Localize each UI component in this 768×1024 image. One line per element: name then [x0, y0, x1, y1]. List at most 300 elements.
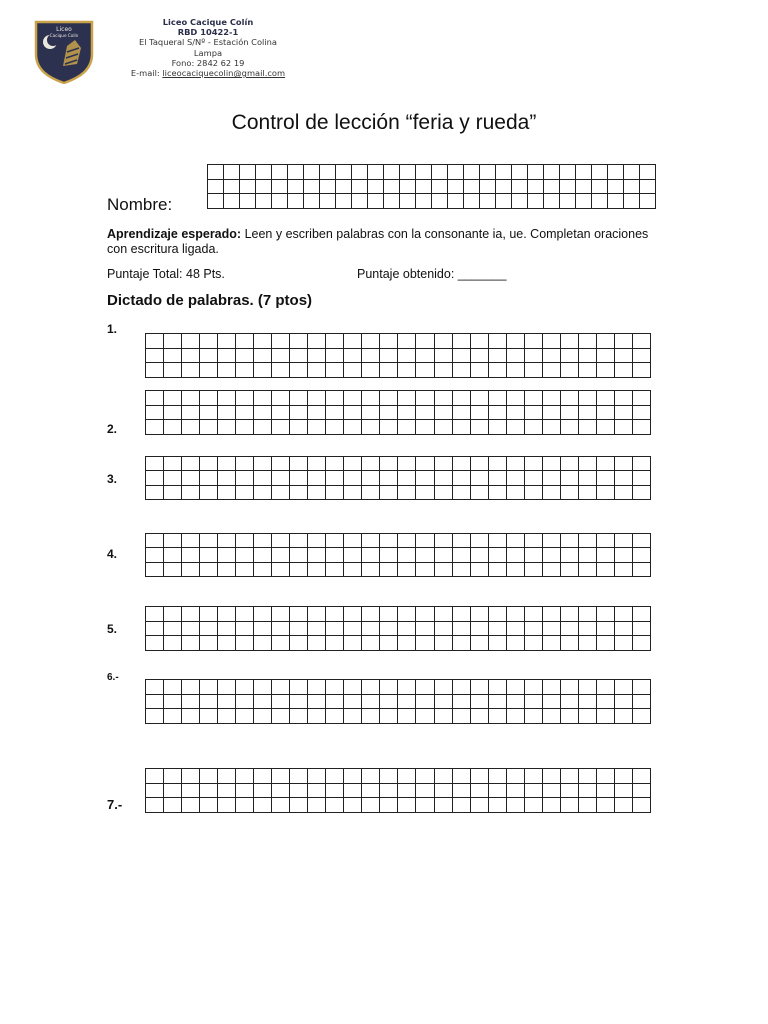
grid-cell[interactable] — [596, 783, 614, 798]
grid-cell[interactable] — [146, 534, 164, 548]
grid-cell[interactable] — [470, 457, 488, 471]
grid-cell[interactable] — [614, 405, 632, 420]
grid-cell[interactable] — [326, 420, 344, 435]
grid-cell[interactable] — [290, 334, 308, 349]
grid-cell[interactable] — [290, 457, 308, 471]
grid-cell[interactable] — [614, 334, 632, 349]
grid-cell[interactable] — [146, 798, 164, 813]
grid-cell[interactable] — [380, 348, 398, 363]
grid-cell[interactable] — [344, 471, 362, 485]
grid-cell[interactable] — [326, 485, 344, 499]
grid-cell[interactable] — [304, 179, 320, 194]
grid-cell[interactable] — [362, 798, 380, 813]
grid-cell[interactable] — [416, 405, 434, 420]
grid-cell[interactable] — [236, 485, 254, 499]
grid-cell[interactable] — [416, 391, 434, 406]
grid-cell[interactable] — [218, 457, 236, 471]
grid-cell[interactable] — [146, 694, 164, 709]
grid-cell[interactable] — [452, 607, 470, 622]
grid-cell[interactable] — [146, 334, 164, 349]
grid-cell[interactable] — [290, 769, 308, 784]
grid-cell[interactable] — [434, 363, 452, 378]
grid-cell[interactable] — [542, 798, 560, 813]
grid-cell[interactable] — [362, 607, 380, 622]
grid-cell[interactable] — [290, 391, 308, 406]
grid-cell[interactable] — [470, 334, 488, 349]
grid-cell[interactable] — [488, 405, 506, 420]
grid-cell[interactable] — [624, 194, 640, 209]
grid-cell[interactable] — [596, 769, 614, 784]
grid-cell[interactable] — [470, 420, 488, 435]
grid-cell[interactable] — [146, 420, 164, 435]
grid-cell[interactable] — [218, 420, 236, 435]
grid-cell[interactable] — [488, 420, 506, 435]
grid-cell[interactable] — [560, 363, 578, 378]
grid-cell[interactable] — [182, 636, 200, 651]
grid-cell[interactable] — [542, 405, 560, 420]
grid-cell[interactable] — [470, 636, 488, 651]
grid-cell[interactable] — [146, 607, 164, 622]
grid-cell[interactable] — [542, 636, 560, 651]
grid-cell[interactable] — [506, 769, 524, 784]
grid-cell[interactable] — [344, 485, 362, 499]
grid-cell[interactable] — [560, 334, 578, 349]
grid-cell[interactable] — [344, 798, 362, 813]
grid-cell[interactable] — [524, 621, 542, 636]
grid-cell[interactable] — [320, 194, 336, 209]
grid-cell[interactable] — [200, 405, 218, 420]
grid-cell[interactable] — [182, 457, 200, 471]
grid-cell[interactable] — [380, 709, 398, 724]
grid-cell[interactable] — [326, 607, 344, 622]
grid-cell[interactable] — [416, 548, 434, 562]
grid-cell[interactable] — [542, 334, 560, 349]
grid-cell[interactable] — [272, 457, 290, 471]
grid-cell[interactable] — [146, 621, 164, 636]
grid-cell[interactable] — [398, 534, 416, 548]
grid-cell[interactable] — [308, 607, 326, 622]
grid-cell[interactable] — [488, 391, 506, 406]
grid-cell[interactable] — [524, 391, 542, 406]
grid-cell[interactable] — [632, 798, 650, 813]
grid-cell[interactable] — [326, 694, 344, 709]
grid-cell[interactable] — [236, 348, 254, 363]
grid-cell[interactable] — [506, 348, 524, 363]
grid-cell[interactable] — [308, 457, 326, 471]
grid-cell[interactable] — [434, 798, 452, 813]
grid-cell[interactable] — [146, 548, 164, 562]
grid-cell[interactable] — [398, 485, 416, 499]
grid-cell[interactable] — [164, 636, 182, 651]
grid-cell[interactable] — [596, 363, 614, 378]
grid-cell[interactable] — [452, 391, 470, 406]
grid-cell[interactable] — [592, 194, 608, 209]
grid-cell[interactable] — [272, 636, 290, 651]
grid-cell[interactable] — [146, 636, 164, 651]
grid-cell[interactable] — [182, 334, 200, 349]
grid-cell[interactable] — [380, 680, 398, 695]
grid-cell[interactable] — [254, 534, 272, 548]
grid-cell[interactable] — [578, 607, 596, 622]
grid-cell[interactable] — [560, 405, 578, 420]
grid-cell[interactable] — [272, 485, 290, 499]
grid-cell[interactable] — [384, 165, 400, 180]
grid-cell[interactable] — [290, 420, 308, 435]
grid-cell[interactable] — [506, 783, 524, 798]
grid-cell[interactable] — [272, 179, 288, 194]
grid-cell[interactable] — [362, 680, 380, 695]
grid-cell[interactable] — [380, 485, 398, 499]
grid-cell[interactable] — [596, 694, 614, 709]
grid-cell[interactable] — [596, 334, 614, 349]
grid-cell[interactable] — [380, 363, 398, 378]
grid-cell[interactable] — [434, 636, 452, 651]
grid-cell[interactable] — [362, 548, 380, 562]
answer-grid-6[interactable] — [145, 679, 651, 724]
grid-cell[interactable] — [416, 420, 434, 435]
grid-cell[interactable] — [218, 534, 236, 548]
grid-cell[interactable] — [362, 471, 380, 485]
grid-cell[interactable] — [398, 457, 416, 471]
grid-cell[interactable] — [632, 391, 650, 406]
grid-cell[interactable] — [416, 471, 434, 485]
grid-cell[interactable] — [614, 636, 632, 651]
grid-cell[interactable] — [164, 485, 182, 499]
grid-cell[interactable] — [200, 636, 218, 651]
grid-cell[interactable] — [576, 194, 592, 209]
grid-cell[interactable] — [326, 798, 344, 813]
grid-cell[interactable] — [470, 562, 488, 576]
grid-cell[interactable] — [380, 420, 398, 435]
grid-cell[interactable] — [470, 769, 488, 784]
answer-grid-5[interactable] — [145, 606, 651, 651]
grid-cell[interactable] — [632, 363, 650, 378]
grid-cell[interactable] — [542, 562, 560, 576]
grid-cell[interactable] — [542, 457, 560, 471]
grid-cell[interactable] — [344, 363, 362, 378]
grid-cell[interactable] — [560, 534, 578, 548]
grid-cell[interactable] — [308, 636, 326, 651]
grid-cell[interactable] — [452, 348, 470, 363]
grid-cell[interactable] — [488, 363, 506, 378]
grid-cell[interactable] — [632, 636, 650, 651]
grid-cell[interactable] — [290, 636, 308, 651]
grid-cell[interactable] — [326, 709, 344, 724]
grid-cell[interactable] — [480, 194, 496, 209]
grid-cell[interactable] — [632, 471, 650, 485]
grid-cell[interactable] — [344, 694, 362, 709]
grid-cell[interactable] — [326, 783, 344, 798]
grid-cell[interactable] — [290, 348, 308, 363]
grid-cell[interactable] — [272, 769, 290, 784]
grid-cell[interactable] — [496, 194, 512, 209]
grid-cell[interactable] — [578, 694, 596, 709]
grid-cell[interactable] — [380, 548, 398, 562]
grid-cell[interactable] — [452, 534, 470, 548]
grid-cell[interactable] — [362, 405, 380, 420]
grid-cell[interactable] — [164, 709, 182, 724]
grid-cell[interactable] — [416, 636, 434, 651]
grid-cell[interactable] — [596, 485, 614, 499]
grid-cell[interactable] — [434, 334, 452, 349]
grid-cell[interactable] — [224, 194, 240, 209]
grid-cell[interactable] — [182, 769, 200, 784]
grid-cell[interactable] — [362, 694, 380, 709]
grid-cell[interactable] — [304, 194, 320, 209]
grid-cell[interactable] — [608, 165, 624, 180]
grid-cell[interactable] — [464, 165, 480, 180]
grid-cell[interactable] — [218, 363, 236, 378]
grid-cell[interactable] — [272, 405, 290, 420]
grid-cell[interactable] — [560, 562, 578, 576]
grid-cell[interactable] — [614, 471, 632, 485]
grid-cell[interactable] — [272, 534, 290, 548]
grid-cell[interactable] — [398, 548, 416, 562]
grid-cell[interactable] — [200, 607, 218, 622]
grid-cell[interactable] — [416, 769, 434, 784]
grid-cell[interactable] — [182, 709, 200, 724]
grid-cell[interactable] — [432, 194, 448, 209]
grid-cell[interactable] — [308, 405, 326, 420]
grid-cell[interactable] — [218, 562, 236, 576]
grid-cell[interactable] — [362, 485, 380, 499]
grid-cell[interactable] — [560, 548, 578, 562]
grid-cell[interactable] — [368, 179, 384, 194]
grid-cell[interactable] — [480, 179, 496, 194]
grid-cell[interactable] — [560, 680, 578, 695]
grid-cell[interactable] — [488, 636, 506, 651]
grid-cell[interactable] — [384, 194, 400, 209]
grid-cell[interactable] — [542, 534, 560, 548]
grid-cell[interactable] — [380, 783, 398, 798]
grid-cell[interactable] — [416, 348, 434, 363]
grid-cell[interactable] — [344, 783, 362, 798]
grid-cell[interactable] — [632, 680, 650, 695]
grid-cell[interactable] — [272, 471, 290, 485]
grid-cell[interactable] — [200, 798, 218, 813]
grid-cell[interactable] — [632, 621, 650, 636]
grid-cell[interactable] — [236, 783, 254, 798]
grid-cell[interactable] — [614, 562, 632, 576]
grid-cell[interactable] — [218, 636, 236, 651]
grid-cell[interactable] — [344, 636, 362, 651]
grid-cell[interactable] — [398, 562, 416, 576]
grid-cell[interactable] — [308, 334, 326, 349]
grid-cell[interactable] — [452, 471, 470, 485]
grid-cell[interactable] — [434, 680, 452, 695]
grid-cell[interactable] — [218, 471, 236, 485]
grid-cell[interactable] — [146, 485, 164, 499]
grid-cell[interactable] — [336, 179, 352, 194]
grid-cell[interactable] — [164, 769, 182, 784]
grid-cell[interactable] — [524, 783, 542, 798]
grid-cell[interactable] — [524, 405, 542, 420]
grid-cell[interactable] — [308, 534, 326, 548]
grid-cell[interactable] — [290, 405, 308, 420]
grid-cell[interactable] — [524, 769, 542, 784]
grid-cell[interactable] — [614, 769, 632, 784]
grid-cell[interactable] — [200, 534, 218, 548]
grid-cell[interactable] — [614, 363, 632, 378]
grid-cell[interactable] — [470, 680, 488, 695]
grid-cell[interactable] — [344, 405, 362, 420]
grid-cell[interactable] — [452, 709, 470, 724]
grid-cell[interactable] — [640, 165, 656, 180]
grid-cell[interactable] — [182, 534, 200, 548]
grid-cell[interactable] — [200, 709, 218, 724]
grid-cell[interactable] — [320, 165, 336, 180]
grid-cell[interactable] — [236, 334, 254, 349]
grid-cell[interactable] — [488, 348, 506, 363]
grid-cell[interactable] — [182, 548, 200, 562]
grid-cell[interactable] — [272, 391, 290, 406]
grid-cell[interactable] — [578, 405, 596, 420]
grid-cell[interactable] — [614, 783, 632, 798]
grid-cell[interactable] — [304, 165, 320, 180]
grid-cell[interactable] — [182, 405, 200, 420]
grid-cell[interactable] — [164, 420, 182, 435]
grid-cell[interactable] — [560, 471, 578, 485]
grid-cell[interactable] — [596, 391, 614, 406]
grid-cell[interactable] — [452, 405, 470, 420]
grid-cell[interactable] — [578, 348, 596, 363]
grid-cell[interactable] — [632, 562, 650, 576]
grid-cell[interactable] — [236, 621, 254, 636]
grid-cell[interactable] — [596, 680, 614, 695]
grid-cell[interactable] — [416, 485, 434, 499]
grid-cell[interactable] — [344, 680, 362, 695]
grid-cell[interactable] — [524, 363, 542, 378]
grid-cell[interactable] — [308, 420, 326, 435]
grid-cell[interactable] — [632, 534, 650, 548]
grid-cell[interactable] — [614, 420, 632, 435]
grid-cell[interactable] — [288, 179, 304, 194]
grid-cell[interactable] — [236, 534, 254, 548]
grid-cell[interactable] — [596, 457, 614, 471]
grid-cell[interactable] — [542, 709, 560, 724]
grid-cell[interactable] — [542, 607, 560, 622]
grid-cell[interactable] — [336, 165, 352, 180]
grid-cell[interactable] — [326, 769, 344, 784]
grid-cell[interactable] — [146, 471, 164, 485]
grid-cell[interactable] — [416, 562, 434, 576]
grid-cell[interactable] — [398, 405, 416, 420]
grid-cell[interactable] — [164, 621, 182, 636]
grid-cell[interactable] — [434, 783, 452, 798]
grid-cell[interactable] — [542, 694, 560, 709]
grid-cell[interactable] — [400, 179, 416, 194]
grid-cell[interactable] — [506, 798, 524, 813]
grid-cell[interactable] — [400, 194, 416, 209]
grid-cell[interactable] — [164, 680, 182, 695]
grid-cell[interactable] — [560, 165, 576, 180]
grid-cell[interactable] — [254, 485, 272, 499]
grid-cell[interactable] — [560, 607, 578, 622]
grid-cell[interactable] — [560, 798, 578, 813]
grid-cell[interactable] — [470, 709, 488, 724]
answer-grid-7[interactable] — [145, 768, 651, 813]
grid-cell[interactable] — [368, 165, 384, 180]
grid-cell[interactable] — [632, 420, 650, 435]
grid-cell[interactable] — [596, 636, 614, 651]
grid-cell[interactable] — [434, 562, 452, 576]
grid-cell[interactable] — [542, 348, 560, 363]
grid-cell[interactable] — [326, 391, 344, 406]
grid-cell[interactable] — [272, 562, 290, 576]
grid-cell[interactable] — [506, 471, 524, 485]
grid-cell[interactable] — [236, 607, 254, 622]
grid-cell[interactable] — [288, 194, 304, 209]
grid-cell[interactable] — [470, 783, 488, 798]
grid-cell[interactable] — [362, 391, 380, 406]
grid-cell[interactable] — [506, 694, 524, 709]
grid-cell[interactable] — [464, 194, 480, 209]
grid-cell[interactable] — [200, 562, 218, 576]
grid-cell[interactable] — [470, 405, 488, 420]
grid-cell[interactable] — [362, 562, 380, 576]
grid-cell[interactable] — [380, 334, 398, 349]
grid-cell[interactable] — [632, 709, 650, 724]
grid-cell[interactable] — [368, 194, 384, 209]
grid-cell[interactable] — [208, 165, 224, 180]
grid-cell[interactable] — [542, 485, 560, 499]
grid-cell[interactable] — [398, 607, 416, 622]
grid-cell[interactable] — [434, 534, 452, 548]
grid-cell[interactable] — [254, 548, 272, 562]
grid-cell[interactable] — [200, 694, 218, 709]
grid-cell[interactable] — [326, 680, 344, 695]
grid-cell[interactable] — [218, 348, 236, 363]
grid-cell[interactable] — [308, 694, 326, 709]
grid-cell[interactable] — [560, 694, 578, 709]
grid-cell[interactable] — [506, 457, 524, 471]
grid-cell[interactable] — [614, 485, 632, 499]
grid-cell[interactable] — [290, 798, 308, 813]
grid-cell[interactable] — [398, 680, 416, 695]
grid-cell[interactable] — [146, 769, 164, 784]
grid-cell[interactable] — [164, 363, 182, 378]
grid-cell[interactable] — [464, 179, 480, 194]
grid-cell[interactable] — [256, 165, 272, 180]
grid-cell[interactable] — [596, 471, 614, 485]
grid-cell[interactable] — [236, 680, 254, 695]
grid-cell[interactable] — [560, 769, 578, 784]
grid-cell[interactable] — [506, 562, 524, 576]
grid-cell[interactable] — [344, 534, 362, 548]
grid-cell[interactable] — [308, 783, 326, 798]
grid-cell[interactable] — [614, 548, 632, 562]
grid-cell[interactable] — [290, 485, 308, 499]
grid-cell[interactable] — [608, 179, 624, 194]
grid-cell[interactable] — [380, 621, 398, 636]
grid-cell[interactable] — [452, 798, 470, 813]
grid-cell[interactable] — [488, 694, 506, 709]
grid-cell[interactable] — [524, 471, 542, 485]
grid-cell[interactable] — [416, 165, 432, 180]
grid-cell[interactable] — [236, 694, 254, 709]
grid-cell[interactable] — [452, 457, 470, 471]
grid-cell[interactable] — [200, 420, 218, 435]
grid-cell[interactable] — [182, 607, 200, 622]
grid-cell[interactable] — [146, 405, 164, 420]
grid-cell[interactable] — [632, 457, 650, 471]
grid-cell[interactable] — [272, 165, 288, 180]
answer-grid-1[interactable] — [145, 333, 651, 378]
grid-cell[interactable] — [452, 621, 470, 636]
grid-cell[interactable] — [416, 709, 434, 724]
grid-cell[interactable] — [608, 194, 624, 209]
grid-cell[interactable] — [434, 420, 452, 435]
